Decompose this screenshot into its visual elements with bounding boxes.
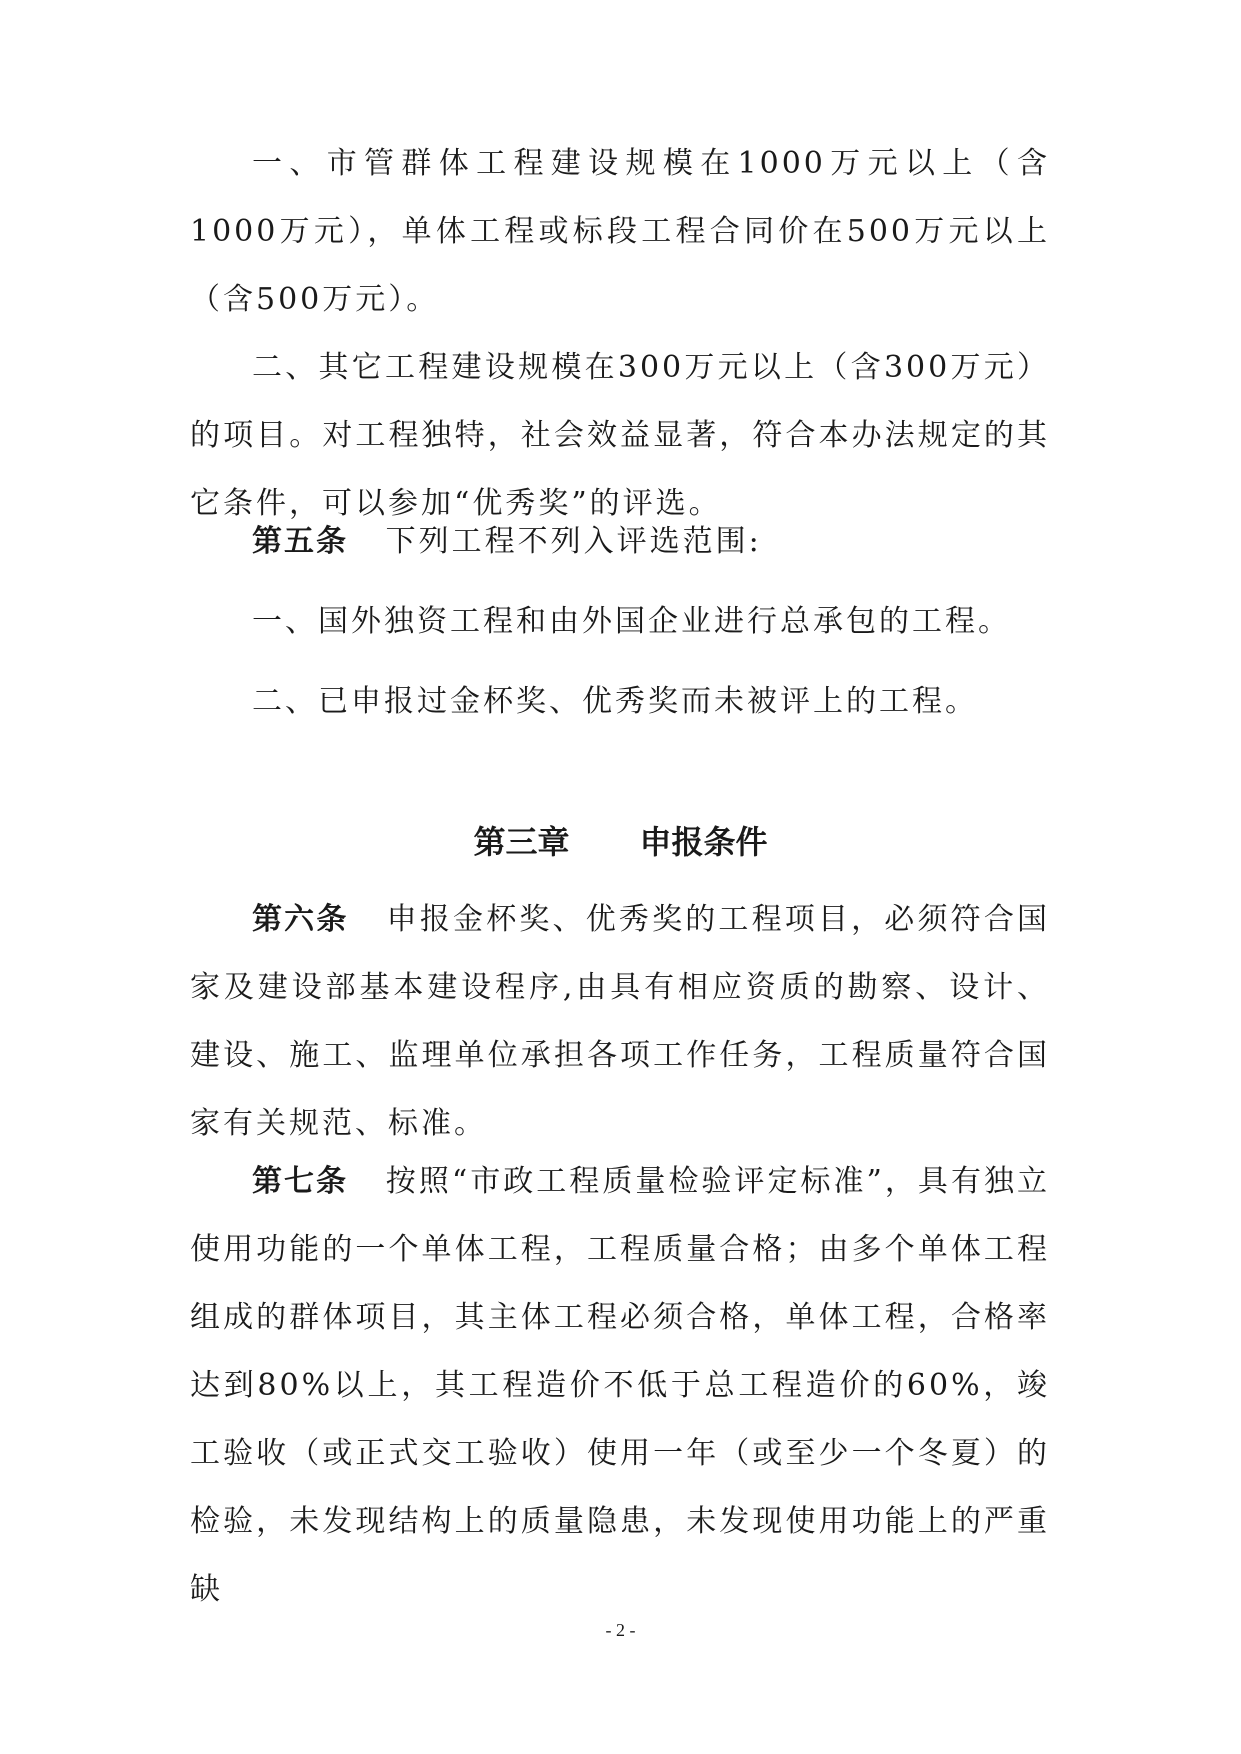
- article-five-text: 下列工程不列入评选范围:: [385, 524, 762, 559]
- clause-one-paragraph: 一、市管群体工程建设规模在1000万元以上（含1000万元），单体工程或标段工程合同价在500万元以上（含500万元）。: [190, 146, 1050, 317]
- article-six-paragraph: [190, 886, 1050, 1158]
- article-six-block: [190, 886, 1050, 1158]
- page-number: - 2 -: [605, 1620, 636, 1640]
- exclusion-item-one: 一、国外独资工程和由外国企业进行总承包的工程。: [252, 604, 1011, 639]
- article-six-label: 第六条: [252, 902, 349, 937]
- article-five-block: [190, 508, 1050, 576]
- exclusion-item-two: 二、已申报过金杯奖、优秀奖而未被评上的工程。: [252, 684, 978, 719]
- article-seven-label: 第七条: [252, 1164, 349, 1199]
- chapter-number: 第三章: [473, 823, 570, 861]
- article-six-text: 申报金杯奖、优秀奖的工程项目，必须符合国家及建设部基本建设程序,由具有相应资质的勘察、设计、建设、施工、监理单位承担各项工作任务，工程质量符合国家有关规范、标准。: [190, 902, 1051, 1141]
- article-five-label: 第五条: [252, 524, 348, 559]
- chapter-title: 申报条件: [639, 823, 768, 861]
- exclusion-list: [190, 588, 1050, 656]
- chapter-heading: [0, 808, 1241, 876]
- article-five-paragraph: [190, 508, 1050, 576]
- clause-two-paragraph: 二、其它工程建设规模在300万元以上（含300万元）的项目。对工程独特，社会效益显著，符合本办法规定的其它条件，可以参加“优秀奖”的评选。: [190, 350, 1050, 521]
- exclusion-list-second: [190, 668, 1050, 736]
- article-seven-paragraph: [190, 1148, 1050, 1624]
- article-seven-block: [190, 1148, 1050, 1624]
- article-seven-text: 按照“市政工程质量检验评定标准”，具有独立使用功能的一个单体工程，工程质量合格；由多个单体工程组成的群体项目，其主体工程必须合格，单体工程，合格率达到80%以上，其工程造价不低于总工程造价的60%，竣工验收（或正式交工验收）使用一年（或至少一个冬夏）的检验，未发现结构上的质量隐患，未发现使用功能上的严重缺: [190, 1164, 1051, 1607]
- clause-scale-paragraphs: [190, 130, 1050, 538]
